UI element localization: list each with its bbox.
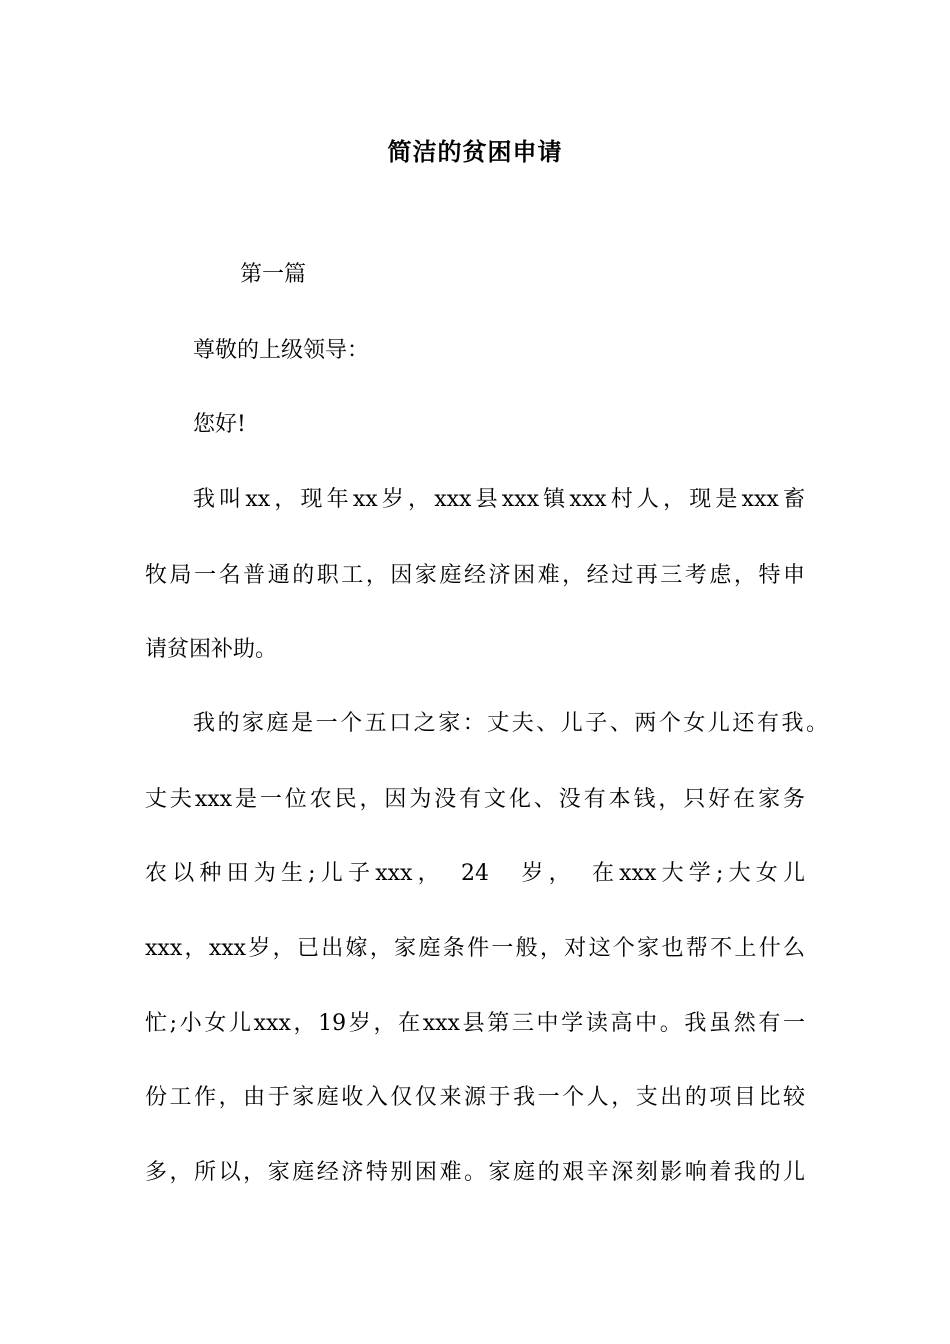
salutation: 尊敬的上级领导：: [193, 338, 370, 363]
paragraph-line: 牧局一名普通的职工，因家庭经济困难，经过再三考虑，特申: [145, 563, 805, 588]
document-title: 简洁的贫困申请: [387, 138, 563, 166]
greeting: 您好!: [193, 412, 246, 437]
paragraph-line: 多，所以，家庭经济特别困难。家庭的艰辛深刻影响着我的儿: [145, 1160, 805, 1185]
paragraph-line: 丈夫xxx是一位农民，因为没有文化、没有本钱，只好在家务: [145, 787, 805, 812]
paragraph-line: xxx，xxx岁，已出嫁，家庭条件一般，对这个家也帮不上什么: [145, 936, 805, 961]
paragraph-line: 农以种田为生;儿子xxx， 24 岁， 在xxx大学;大女儿: [145, 861, 805, 886]
paragraph-line: 请贫困补助。: [145, 637, 278, 662]
paragraph-line: 份工作，由于家庭收入仅仅来源于我一个人，支出的项目比较: [145, 1085, 805, 1110]
paragraph-line: 我的家庭是一个五口之家：丈夫、儿子、两个女儿还有我。: [193, 711, 828, 736]
paragraph-line: 我叫xx，现年xx岁，xxx县xxx镇xxx村人，现是xxx畜: [193, 487, 805, 512]
paragraph-line: 忙;小女儿xxx，19岁，在xxx县第三中学读高中。我虽然有一: [145, 1011, 805, 1036]
section-heading: 第一篇: [240, 262, 307, 287]
